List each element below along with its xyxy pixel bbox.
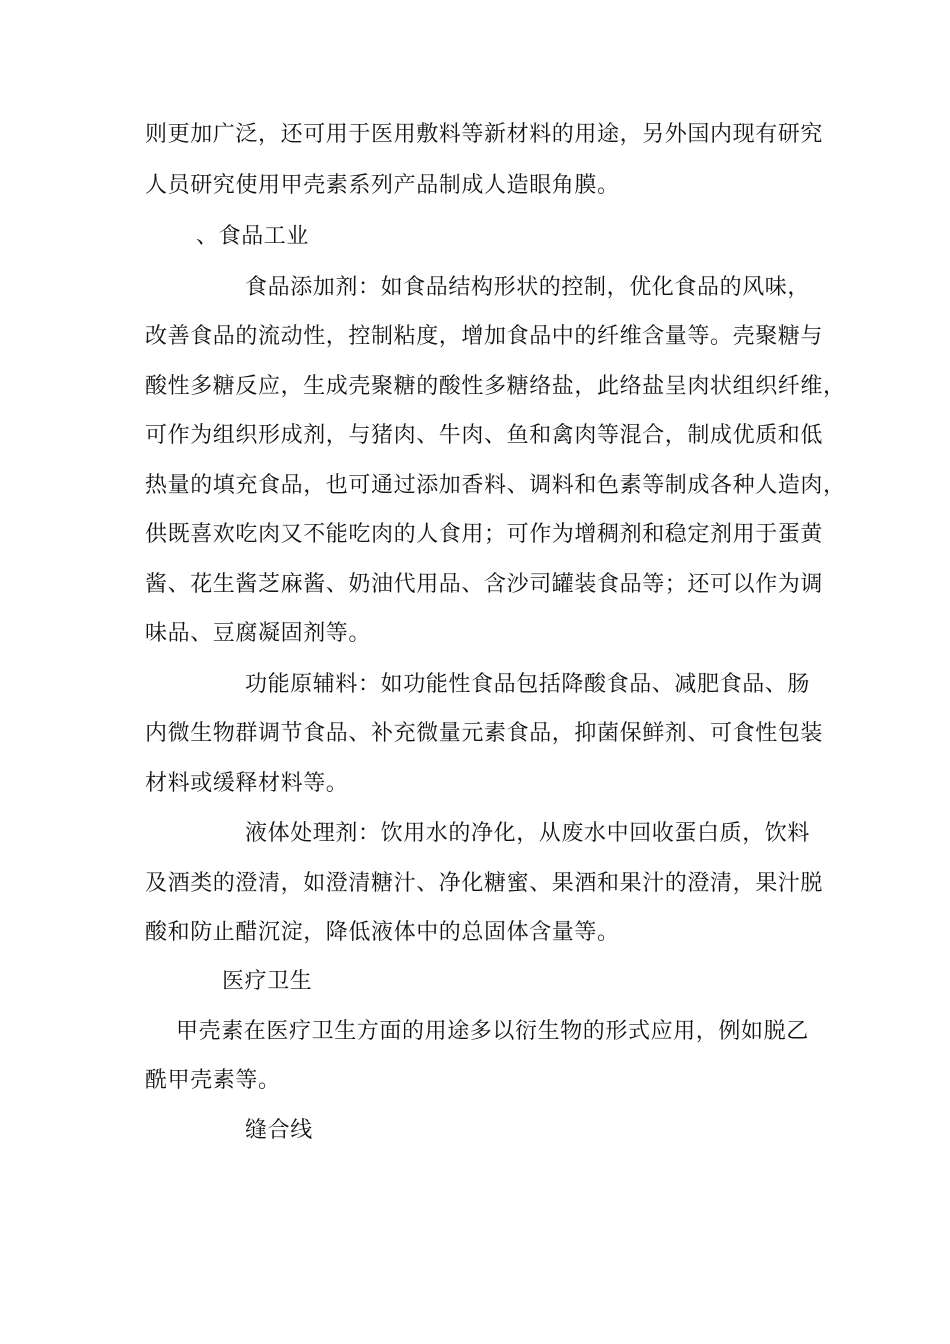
- food-additive-line-6: 供既喜欢吃肉又不能吃肉的人食用；可作为增稠剂和稳定剂用于蛋黄: [145, 522, 824, 547]
- section-heading-medical: 医疗卫生: [222, 969, 313, 994]
- subheading-suture: 缝合线: [245, 1118, 313, 1143]
- food-additive-line-3: 酸性多糖反应，生成壳聚糖的酸性多糖络盐，此络盐呈肉状组织纤维，: [145, 374, 846, 399]
- food-additive-line-8: 味品、豆腐凝固剂等。: [145, 621, 372, 646]
- food-additive-line-7: 酱、花生酱芝麻酱、奶油代用品、含沙司罐装食品等；还可以作为调: [145, 572, 824, 597]
- food-additive-line-1: 食品添加剂：如食品结构形状的控制，优化食品的风味，: [245, 275, 811, 300]
- functional-material-line-2: 内微生物群调节食品、补充微量元素食品，抑菌保鲜剂、可食性包装: [145, 721, 824, 746]
- food-additive-line-5: 热量的填充食品，也可通过添加香料、调料和色素等制成各种人造肉，: [145, 473, 846, 498]
- liquid-treatment-line-1: 液体处理剂：饮用水的净化，从废水中回收蛋白质，饮料: [245, 821, 811, 846]
- functional-material-line-1: 功能原辅料：如功能性食品包括降酸食品、减肥食品、肠: [245, 672, 811, 697]
- food-additive-line-2: 改善食品的流动性，控制粘度，增加食品中的纤维含量等。壳聚糖与: [145, 324, 824, 349]
- liquid-treatment-line-3: 酸和防止醋沉淀，降低液体中的总固体含量等。: [145, 920, 620, 945]
- intro-line-2: 人员研究使用甲壳素系列产品制成人造眼角膜。: [145, 173, 620, 198]
- food-additive-line-4: 可作为组织形成剂，与猪肉、牛肉、鱼和禽肉等混合，制成优质和低: [145, 423, 824, 448]
- section-heading-food-industry: 、食品工业: [196, 224, 310, 249]
- functional-material-line-3: 材料或缓释材料等。: [145, 771, 349, 796]
- intro-line-1: 则更加广泛，还可用于医用敷料等新材料的用途，另外国内现有研究: [145, 122, 824, 147]
- medical-line-2: 酰甲壳素等。: [145, 1068, 281, 1093]
- liquid-treatment-line-2: 及酒类的澄清，如澄清糖汁、净化糖蜜、果酒和果汁的澄清，果汁脱: [145, 871, 824, 896]
- medical-line-1: 甲壳素在医疗卫生方面的用途多以衍生物的形式应用，例如脱乙: [176, 1019, 809, 1044]
